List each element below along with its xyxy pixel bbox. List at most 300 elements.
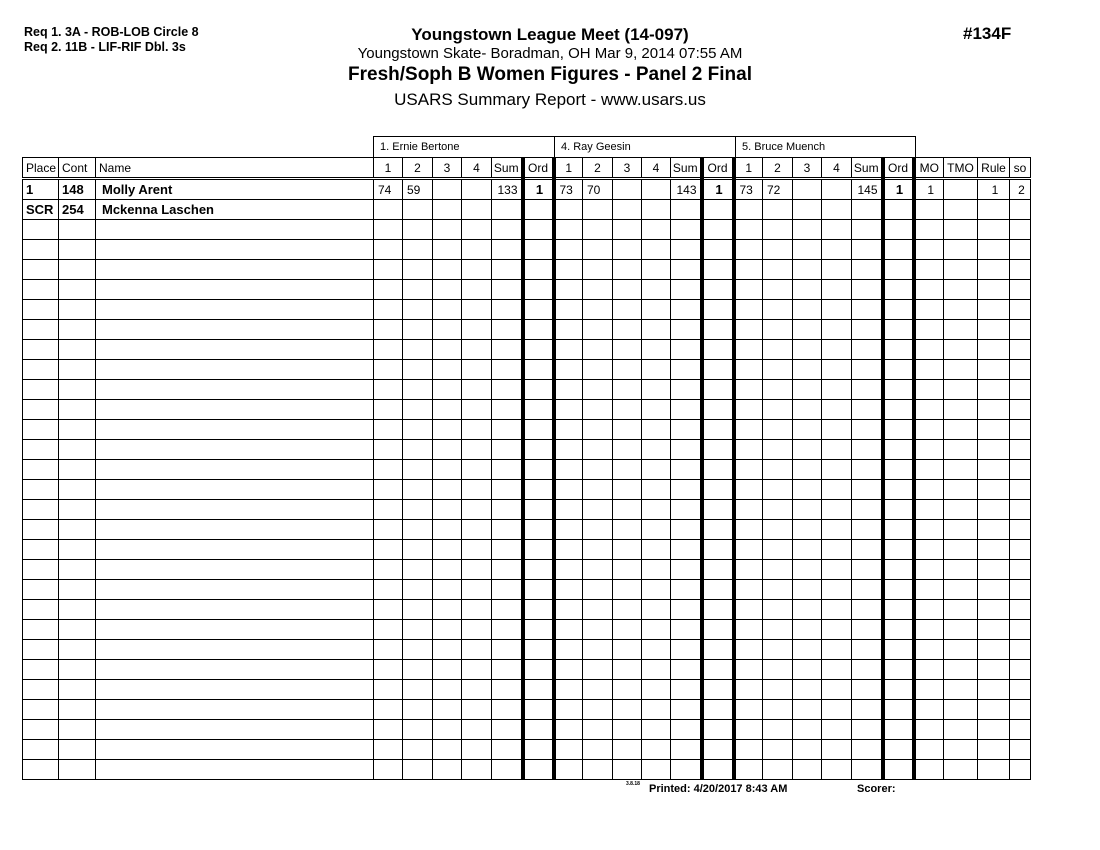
empty-cell: [702, 280, 734, 300]
empty-cell: [554, 220, 583, 240]
table-row-empty: [23, 420, 1031, 440]
empty-cell: [852, 760, 883, 780]
empty-cell: [883, 520, 914, 540]
empty-cell: [978, 380, 1010, 400]
empty-cell: [944, 520, 978, 540]
empty-cell: [1010, 300, 1031, 320]
empty-cell: [763, 620, 793, 640]
empty-cell: [374, 240, 403, 260]
empty-cell: [554, 740, 583, 760]
empty-cell: [433, 640, 462, 660]
empty-cell: [492, 700, 523, 720]
empty-cell: [914, 560, 944, 580]
empty-cell: [59, 500, 96, 520]
empty-cell: [734, 760, 763, 780]
empty-cell: [23, 460, 59, 480]
empty-cell: [702, 340, 734, 360]
empty-cell: [59, 560, 96, 580]
empty-cell: [96, 320, 374, 340]
empty-cell: [374, 460, 403, 480]
empty-cell: [702, 240, 734, 260]
empty-cell: [59, 680, 96, 700]
col-j2-4: 4: [642, 158, 671, 179]
empty-cell: [944, 400, 978, 420]
empty-cell: [978, 260, 1010, 280]
empty-cell: [462, 260, 492, 280]
empty-cell: [1010, 340, 1031, 360]
j1-score-3: [433, 179, 462, 200]
empty-cell: [852, 280, 883, 300]
empty-cell: [554, 700, 583, 720]
empty-cell: [433, 400, 462, 420]
empty-cell: [642, 760, 671, 780]
empty-cell: [583, 620, 613, 640]
empty-cell: [554, 320, 583, 340]
place-cell: SCR: [23, 200, 59, 220]
empty-cell: [642, 600, 671, 620]
empty-cell: [822, 700, 852, 720]
empty-cell: [702, 720, 734, 740]
empty-cell: [492, 340, 523, 360]
empty-cell: [944, 560, 978, 580]
empty-cell: [23, 380, 59, 400]
empty-cell: [734, 620, 763, 640]
empty-cell: [554, 460, 583, 480]
empty-cell: [852, 220, 883, 240]
empty-cell: [734, 240, 763, 260]
empty-cell: [1010, 240, 1031, 260]
table-row-empty: [23, 560, 1031, 580]
empty-cell: [492, 660, 523, 680]
empty-cell: [23, 680, 59, 700]
empty-cell: [793, 680, 822, 700]
empty-cell: [403, 520, 433, 540]
empty-cell: [96, 620, 374, 640]
empty-cell: [883, 600, 914, 620]
empty-cell: [978, 280, 1010, 300]
judge-1-header: 1. Ernie Bertone: [373, 136, 555, 157]
empty-cell: [96, 420, 374, 440]
col-j3-3: 3: [793, 158, 822, 179]
j2-sum: 143: [671, 179, 702, 200]
empty-cell: [523, 540, 554, 560]
empty-cell: [96, 440, 374, 460]
empty-cell: [613, 340, 642, 360]
empty-cell: [403, 240, 433, 260]
empty-cell: [462, 560, 492, 580]
empty-cell: [734, 380, 763, 400]
empty-cell: [23, 360, 59, 380]
empty-cell: [523, 460, 554, 480]
empty-cell: [96, 280, 374, 300]
empty-cell: [492, 420, 523, 440]
empty-cell: [462, 540, 492, 560]
table-row-empty: [23, 280, 1031, 300]
empty-cell: [523, 340, 554, 360]
empty-cell: [433, 560, 462, 580]
empty-cell: [554, 500, 583, 520]
empty-cell: [374, 340, 403, 360]
empty-cell: [642, 220, 671, 240]
empty-cell: [944, 700, 978, 720]
empty-cell: [914, 760, 944, 780]
empty-cell: [23, 440, 59, 460]
j1-score-1: 74: [374, 179, 403, 200]
empty-cell: [403, 440, 433, 460]
empty-cell: [403, 320, 433, 340]
empty-cell: [914, 740, 944, 760]
empty-cell: [793, 740, 822, 760]
col-tmo: TMO: [944, 158, 978, 179]
empty-cell: [523, 600, 554, 620]
judge-3-header: 5. Bruce Muench: [735, 136, 916, 157]
empty-cell: [671, 640, 702, 660]
empty-cell: [671, 700, 702, 720]
empty-cell: [978, 760, 1010, 780]
empty-cell: [96, 360, 374, 380]
empty-cell: [671, 720, 702, 740]
empty-cell: [374, 380, 403, 400]
empty-cell: [462, 500, 492, 520]
empty-cell: [523, 560, 554, 580]
empty-cell: [914, 300, 944, 320]
empty-cell: [822, 220, 852, 240]
j1-score-1: [374, 200, 403, 220]
empty-cell: [523, 500, 554, 520]
empty-cell: [642, 320, 671, 340]
empty-cell: [671, 460, 702, 480]
empty-cell: [642, 360, 671, 380]
empty-cell: [1010, 500, 1031, 520]
col-j2-ord: Ord: [702, 158, 734, 179]
empty-cell: [944, 420, 978, 440]
empty-cell: [462, 220, 492, 240]
empty-cell: [23, 500, 59, 520]
empty-cell: [554, 680, 583, 700]
empty-cell: [763, 420, 793, 440]
col-j1-2: 2: [403, 158, 433, 179]
empty-cell: [852, 640, 883, 660]
empty-cell: [583, 400, 613, 420]
empty-cell: [793, 700, 822, 720]
empty-cell: [822, 500, 852, 520]
empty-cell: [96, 560, 374, 580]
empty-cell: [978, 320, 1010, 340]
empty-cell: [702, 700, 734, 720]
empty-cell: [583, 280, 613, 300]
empty-cell: [642, 440, 671, 460]
empty-cell: [374, 620, 403, 640]
mo-cell: [914, 200, 944, 220]
empty-cell: [822, 720, 852, 740]
empty-cell: [763, 660, 793, 680]
empty-cell: [763, 580, 793, 600]
empty-cell: [554, 560, 583, 580]
empty-cell: [642, 540, 671, 560]
empty-cell: [492, 240, 523, 260]
empty-cell: [462, 380, 492, 400]
empty-cell: [883, 680, 914, 700]
empty-cell: [852, 680, 883, 700]
empty-cell: [852, 520, 883, 540]
location-date: Youngstown Skate- Boradman, OH Mar 9, 2014 07:55 AM: [357, 45, 743, 62]
empty-cell: [403, 560, 433, 580]
empty-cell: [374, 300, 403, 320]
empty-cell: [671, 320, 702, 340]
empty-cell: [583, 340, 613, 360]
empty-cell: [702, 740, 734, 760]
table-row-empty: [23, 220, 1031, 240]
empty-cell: [914, 480, 944, 500]
empty-cell: [793, 600, 822, 620]
empty-cell: [822, 540, 852, 560]
empty-cell: [59, 480, 96, 500]
empty-cell: [23, 700, 59, 720]
empty-cell: [793, 580, 822, 600]
printed-timestamp: Printed: 4/20/2017 8:43 AM: [649, 783, 788, 795]
table-row-empty: [23, 300, 1031, 320]
empty-cell: [671, 540, 702, 560]
empty-cell: [23, 640, 59, 660]
empty-cell: [554, 360, 583, 380]
empty-cell: [583, 380, 613, 400]
table-row-empty: [23, 320, 1031, 340]
empty-cell: [613, 660, 642, 680]
empty-cell: [793, 320, 822, 340]
empty-cell: [523, 380, 554, 400]
empty-cell: [374, 560, 403, 580]
name-cell: Molly Arent: [96, 179, 374, 200]
empty-cell: [492, 400, 523, 420]
empty-cell: [671, 600, 702, 620]
empty-cell: [822, 260, 852, 280]
empty-cell: [613, 440, 642, 460]
empty-cell: [1010, 600, 1031, 620]
empty-cell: [883, 700, 914, 720]
empty-cell: [702, 380, 734, 400]
table-row-empty: [23, 260, 1031, 280]
empty-cell: [978, 620, 1010, 640]
empty-cell: [763, 400, 793, 420]
empty-cell: [433, 340, 462, 360]
empty-cell: [883, 640, 914, 660]
empty-cell: [914, 320, 944, 340]
col-j1-3: 3: [433, 158, 462, 179]
empty-cell: [914, 640, 944, 660]
empty-cell: [613, 520, 642, 540]
empty-cell: [822, 300, 852, 320]
empty-cell: [642, 480, 671, 500]
empty-cell: [523, 660, 554, 680]
empty-cell: [23, 520, 59, 540]
empty-cell: [523, 320, 554, 340]
empty-cell: [702, 360, 734, 380]
empty-cell: [433, 480, 462, 500]
empty-cell: [1010, 580, 1031, 600]
empty-cell: [492, 360, 523, 380]
empty-cell: [671, 260, 702, 280]
empty-cell: [734, 680, 763, 700]
empty-cell: [583, 660, 613, 680]
empty-cell: [583, 740, 613, 760]
empty-cell: [944, 320, 978, 340]
empty-cell: [793, 420, 822, 440]
empty-cell: [642, 620, 671, 640]
empty-cell: [793, 620, 822, 640]
empty-cell: [613, 240, 642, 260]
empty-cell: [852, 580, 883, 600]
empty-cell: [613, 400, 642, 420]
empty-cell: [642, 460, 671, 480]
empty-cell: [671, 440, 702, 460]
empty-cell: [554, 400, 583, 420]
empty-cell: [433, 380, 462, 400]
j3-score-3: [793, 179, 822, 200]
empty-cell: [492, 280, 523, 300]
empty-cell: [642, 420, 671, 440]
empty-cell: [944, 500, 978, 520]
empty-cell: [583, 760, 613, 780]
empty-cell: [702, 420, 734, 440]
empty-cell: [852, 660, 883, 680]
empty-cell: [883, 540, 914, 560]
empty-cell: [374, 480, 403, 500]
empty-cell: [763, 560, 793, 580]
empty-cell: [793, 460, 822, 480]
empty-cell: [763, 240, 793, 260]
empty-cell: [883, 460, 914, 480]
judge-2-header: 4. Ray Geesin: [554, 136, 736, 157]
empty-cell: [433, 680, 462, 700]
empty-cell: [852, 380, 883, 400]
empty-cell: [944, 640, 978, 660]
empty-cell: [642, 400, 671, 420]
empty-cell: [883, 220, 914, 240]
empty-cell: [613, 580, 642, 600]
empty-cell: [492, 580, 523, 600]
empty-cell: [1010, 640, 1031, 660]
j3-score-2: [763, 200, 793, 220]
empty-cell: [523, 620, 554, 640]
empty-cell: [702, 640, 734, 660]
empty-cell: [671, 620, 702, 640]
table-header-row: [23, 158, 1031, 179]
empty-cell: [96, 720, 374, 740]
empty-cell: [374, 420, 403, 440]
empty-cell: [59, 440, 96, 460]
col-name: Name: [96, 158, 374, 179]
empty-cell: [59, 760, 96, 780]
empty-cell: [1010, 700, 1031, 720]
empty-cell: [978, 420, 1010, 440]
empty-cell: [914, 360, 944, 380]
empty-cell: [96, 600, 374, 620]
empty-cell: [702, 600, 734, 620]
empty-cell: [671, 520, 702, 540]
col-j2-3: 3: [613, 158, 642, 179]
empty-cell: [734, 560, 763, 580]
empty-cell: [914, 280, 944, 300]
empty-cell: [944, 720, 978, 740]
empty-cell: [492, 560, 523, 580]
empty-cell: [59, 540, 96, 560]
empty-cell: [793, 440, 822, 460]
empty-cell: [96, 380, 374, 400]
empty-cell: [702, 400, 734, 420]
empty-cell: [59, 660, 96, 680]
empty-cell: [1010, 520, 1031, 540]
table-row-empty: [23, 660, 1031, 680]
empty-cell: [734, 640, 763, 660]
empty-cell: [523, 480, 554, 500]
empty-cell: [883, 380, 914, 400]
empty-cell: [702, 760, 734, 780]
results-table: [22, 157, 1031, 780]
empty-cell: [822, 240, 852, 260]
empty-cell: [613, 560, 642, 580]
col-j3-ord: Ord: [883, 158, 914, 179]
empty-cell: [492, 220, 523, 240]
empty-cell: [59, 360, 96, 380]
empty-cell: [914, 340, 944, 360]
empty-cell: [883, 560, 914, 580]
empty-cell: [613, 300, 642, 320]
empty-cell: [492, 380, 523, 400]
empty-cell: [523, 720, 554, 740]
j1-score-2: [403, 200, 433, 220]
empty-cell: [96, 740, 374, 760]
empty-cell: [914, 460, 944, 480]
empty-cell: [978, 720, 1010, 740]
empty-cell: [642, 720, 671, 740]
empty-cell: [822, 400, 852, 420]
empty-cell: [523, 580, 554, 600]
empty-cell: [914, 720, 944, 740]
empty-cell: [702, 620, 734, 640]
empty-cell: [852, 600, 883, 620]
empty-cell: [554, 620, 583, 640]
empty-cell: [403, 500, 433, 520]
empty-cell: [978, 660, 1010, 680]
empty-cell: [852, 260, 883, 280]
empty-cell: [944, 360, 978, 380]
table-row-empty: [23, 740, 1031, 760]
empty-cell: [978, 540, 1010, 560]
empty-cell: [944, 540, 978, 560]
empty-cell: [96, 260, 374, 280]
table-row-empty: [23, 580, 1031, 600]
empty-cell: [702, 300, 734, 320]
table-row-empty: [23, 600, 1031, 620]
empty-cell: [671, 300, 702, 320]
empty-cell: [59, 280, 96, 300]
empty-cell: [944, 680, 978, 700]
empty-cell: [883, 480, 914, 500]
table-row-empty: [23, 540, 1031, 560]
j3-ord: [883, 200, 914, 220]
empty-cell: [793, 520, 822, 540]
empty-cell: [374, 360, 403, 380]
empty-cell: [433, 320, 462, 340]
so-cell: [1010, 200, 1031, 220]
empty-cell: [914, 500, 944, 520]
j1-sum: [492, 200, 523, 220]
empty-cell: [403, 460, 433, 480]
empty-cell: [59, 740, 96, 760]
empty-cell: [914, 440, 944, 460]
empty-cell: [492, 460, 523, 480]
empty-cell: [492, 300, 523, 320]
